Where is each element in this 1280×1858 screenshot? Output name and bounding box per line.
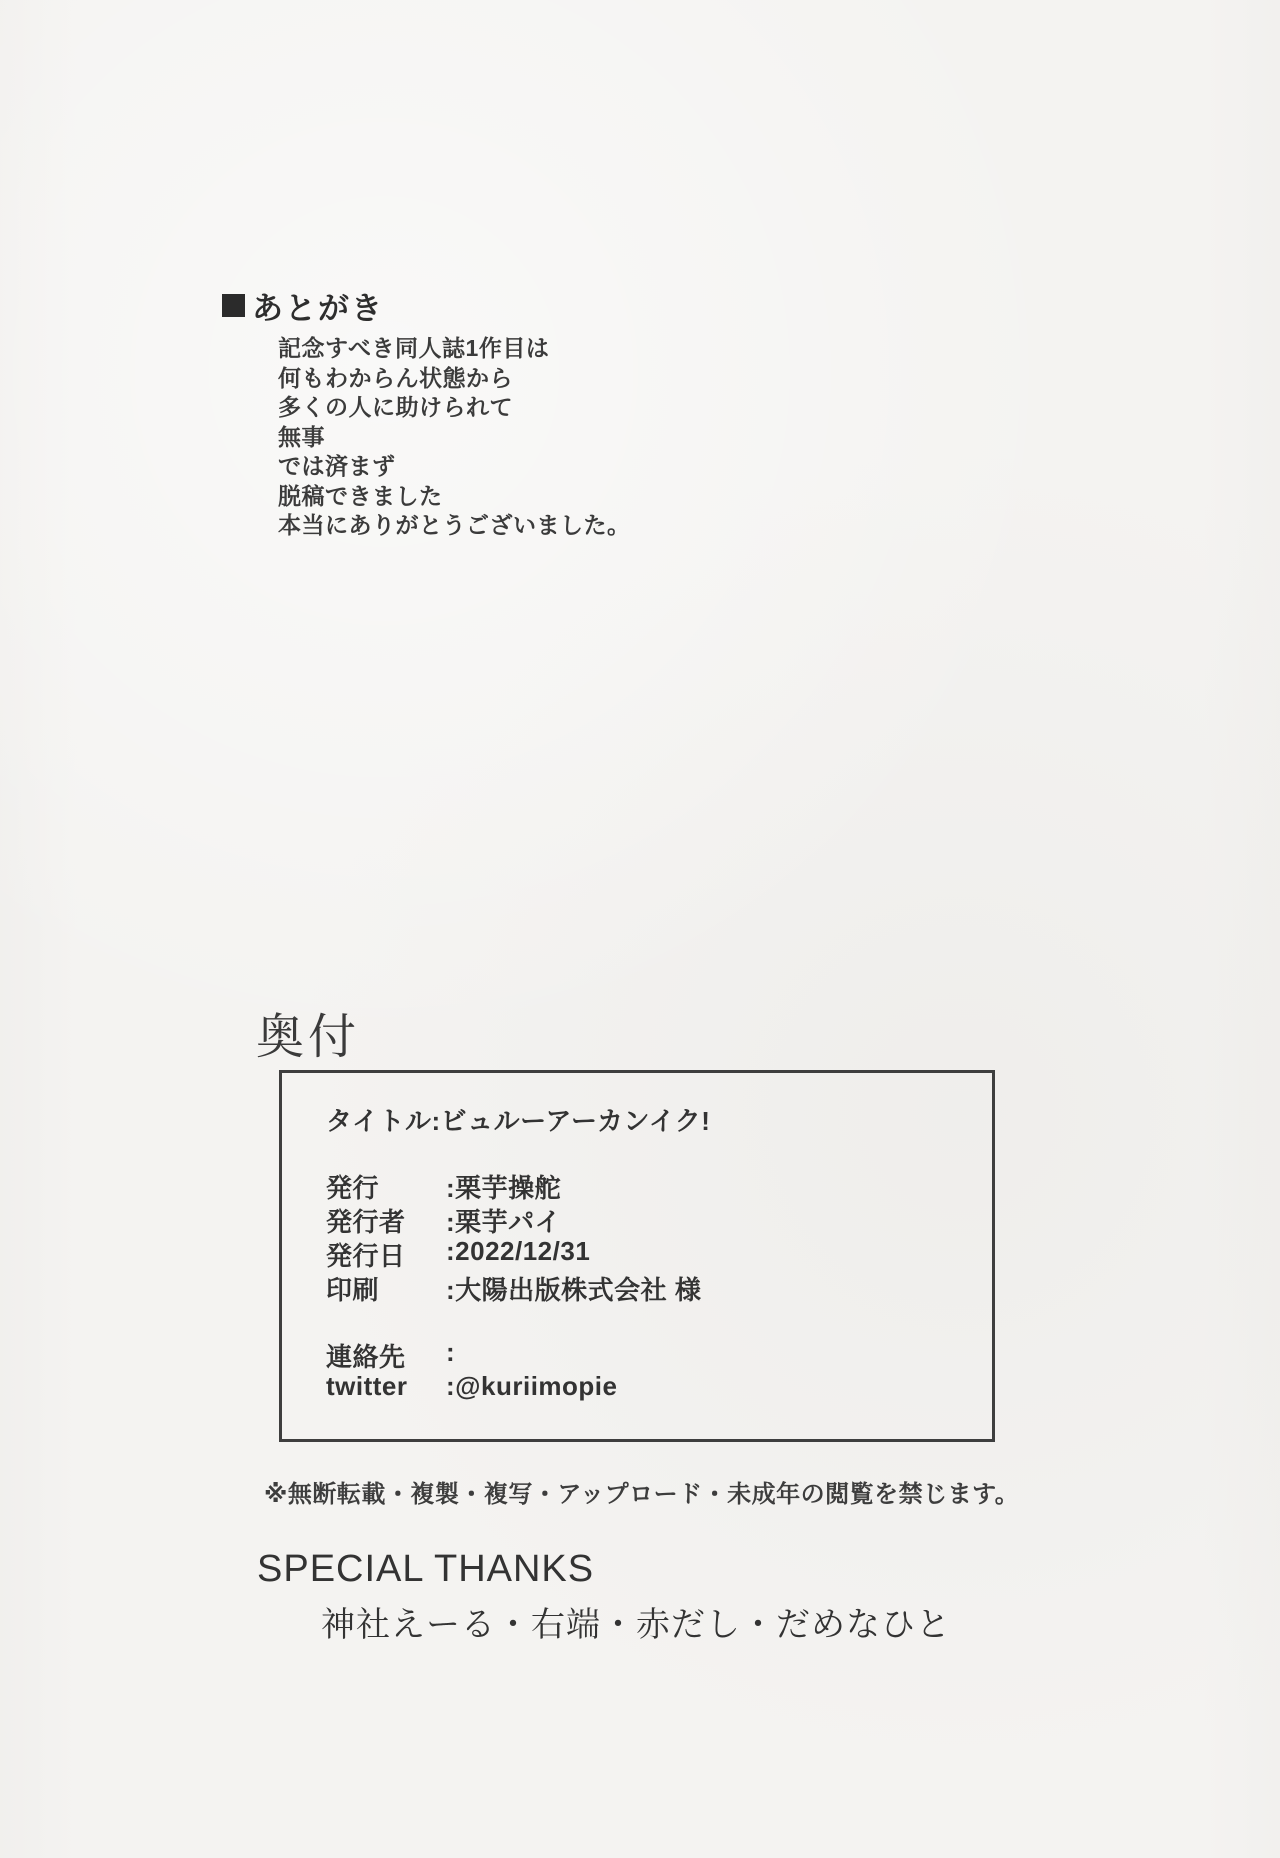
colophon-title-line: タイトル:ビュルーアーカンイク! bbox=[326, 1106, 711, 1136]
colophon-row-label: 発行者 bbox=[326, 1207, 406, 1237]
colophon-row-value: :栗芋パイ bbox=[446, 1207, 562, 1237]
colophon-row-value: : bbox=[446, 1337, 456, 1367]
afterword-heading-label: あとがき bbox=[252, 291, 384, 326]
colophon-row-date bbox=[326, 1236, 590, 1273]
square-bullet-icon bbox=[222, 294, 245, 317]
afterword-line: 本当にありがとうございました。 bbox=[278, 512, 631, 538]
colophon-box bbox=[279, 1070, 995, 1442]
colophon-row-value: :栗芋操舵 bbox=[446, 1173, 562, 1203]
colophon-row-printer bbox=[326, 1270, 701, 1307]
colophon-row-label: 印刷 bbox=[326, 1275, 380, 1305]
colophon-row-twitter bbox=[326, 1371, 617, 1402]
colophon-row-author bbox=[326, 1202, 561, 1239]
colophon-row-label: 連絡先 bbox=[326, 1342, 406, 1372]
afterword-line: では済まず bbox=[278, 453, 396, 479]
afterword-line: 無事 bbox=[278, 423, 325, 450]
colophon-row-contact bbox=[326, 1337, 455, 1374]
colophon-row-label: 発行 bbox=[326, 1173, 380, 1203]
afterword-heading bbox=[222, 283, 384, 328]
colophon-heading: 奥付 bbox=[256, 1011, 361, 1064]
colophon-row-label: twitter bbox=[326, 1371, 408, 1401]
special-thanks-heading: SPECIAL THANKS bbox=[257, 1548, 595, 1590]
colophon-row-publisher bbox=[326, 1168, 561, 1205]
afterword-text bbox=[278, 334, 631, 541]
reproduction-notice: ※無断転載・複製・複写・アップロード・未成年の閲覧を禁じます。 bbox=[264, 1481, 1020, 1508]
colophon-row-value: :@kuriimopie bbox=[446, 1371, 618, 1401]
afterword-line: 記念すべき同人誌1作目は bbox=[278, 335, 550, 361]
colophon-row-label: 発行日 bbox=[326, 1241, 406, 1271]
colophon-row-value: :2022/12/31 bbox=[446, 1236, 591, 1266]
afterword-line: 脱稿できました bbox=[278, 482, 443, 509]
afterword-line: 多くの人に助けられて bbox=[278, 394, 513, 420]
afterword-line: 何もわからん状態から bbox=[278, 364, 513, 391]
colophon-row-value: :大陽出版株式会社 様 bbox=[446, 1275, 702, 1305]
special-thanks-names: 神社えーる・右端・赤だし・だめなひと bbox=[321, 1606, 951, 1644]
